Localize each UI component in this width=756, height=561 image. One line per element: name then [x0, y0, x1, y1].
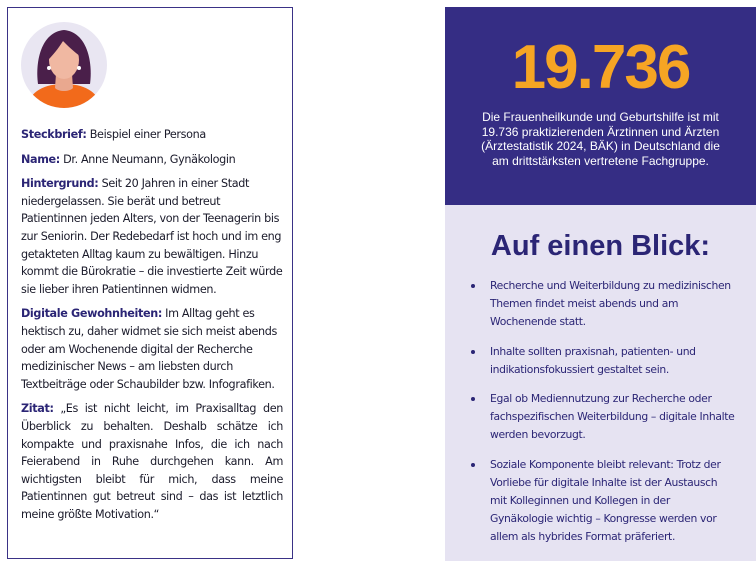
persona-name: Name: Dr. Anne Neumann, Gynäkologin [21, 152, 236, 166]
stat-description: Die Frauenheilkunde und Geburtshilfe ist mit 19.736 praktizierenden Ärztinnen und Ärzten (Ärztestatistik 2024, BÄK) in Deutschland die am drittstärksten vertretene Fachgruppe. [481, 110, 720, 168]
bullet-icon [471, 350, 475, 354]
list-item: Inhalte sollten praxisnah, patienten- und indikationsfokussiert gestaltet sein. [471, 343, 735, 379]
summary-column [445, 7, 756, 561]
persona-card [7, 7, 293, 559]
persona-background: Hintergrund: Seit 20 Jahren in einer Stadt niedergelassen. Sie berät und betreut Patientinnen jeden Alters, von der Teenagerin bis zur Seniorin. Der Redebedarf ist hoch und im eng getakteten Alltag kaum zu bewältigen. Hinzu kommt die Bürokratie – die investierte Zeit würde sie lieber ihren Patientinnen widmen. [21, 177, 283, 296]
list-item: Soziale Komponente bleibt relevant: Trotz der Vorliebe für digitale Inhalte ist der Austausch mit Kolleginnen und Kollegen in der Gynäkologie wichtig – Kongresse werden vor allem als hybrides Format präferiert. [471, 456, 735, 547]
bullet-icon [471, 397, 475, 401]
persona-title: Steckbrief: Beispiel einer Persona [21, 128, 206, 141]
summary-list [471, 277, 735, 558]
persona-avatar [21, 22, 107, 108]
bullet-icon [471, 284, 475, 288]
persona-quote: Zitat: „Es ist nicht leicht, im Praxisalltag den Überblick zu behalten. Deshalb schätze ich kompakte und praxisnahe Infos, die ich nach Feierabend in Ruhe durchgehen kann. Am wichtigsten bleibt für mich, dass meine Patientinnen gut betreut sind – das ist letztlich meine größte Motivation.“ [21, 402, 283, 521]
stat-box [445, 7, 756, 205]
list-item: Egal ob Mediennutzung zur Recherche oder fachspezifischen Weiterbildung – digitale Inhalte werden bevorzugt. [471, 390, 735, 445]
summary-title: Auf einen Blick: [490, 230, 711, 262]
stat-number: 19.736 [511, 33, 690, 102]
persona-habits: Digitale Gewohnheiten: Im Alltag geht es hektisch zu, daher widmet sie sich meist abends oder am Wochenende digital der Recherche medizinischer News – am liebsten durch Textbeiträge oder Schaubilder bzw. Infografiken. [21, 307, 277, 391]
list-item: Recherche und Weiterbildung zu medizinischen Themen findet meist abends und am Wochenende statt. [471, 277, 735, 332]
persona-details [21, 126, 283, 530]
bullet-icon [471, 463, 475, 467]
